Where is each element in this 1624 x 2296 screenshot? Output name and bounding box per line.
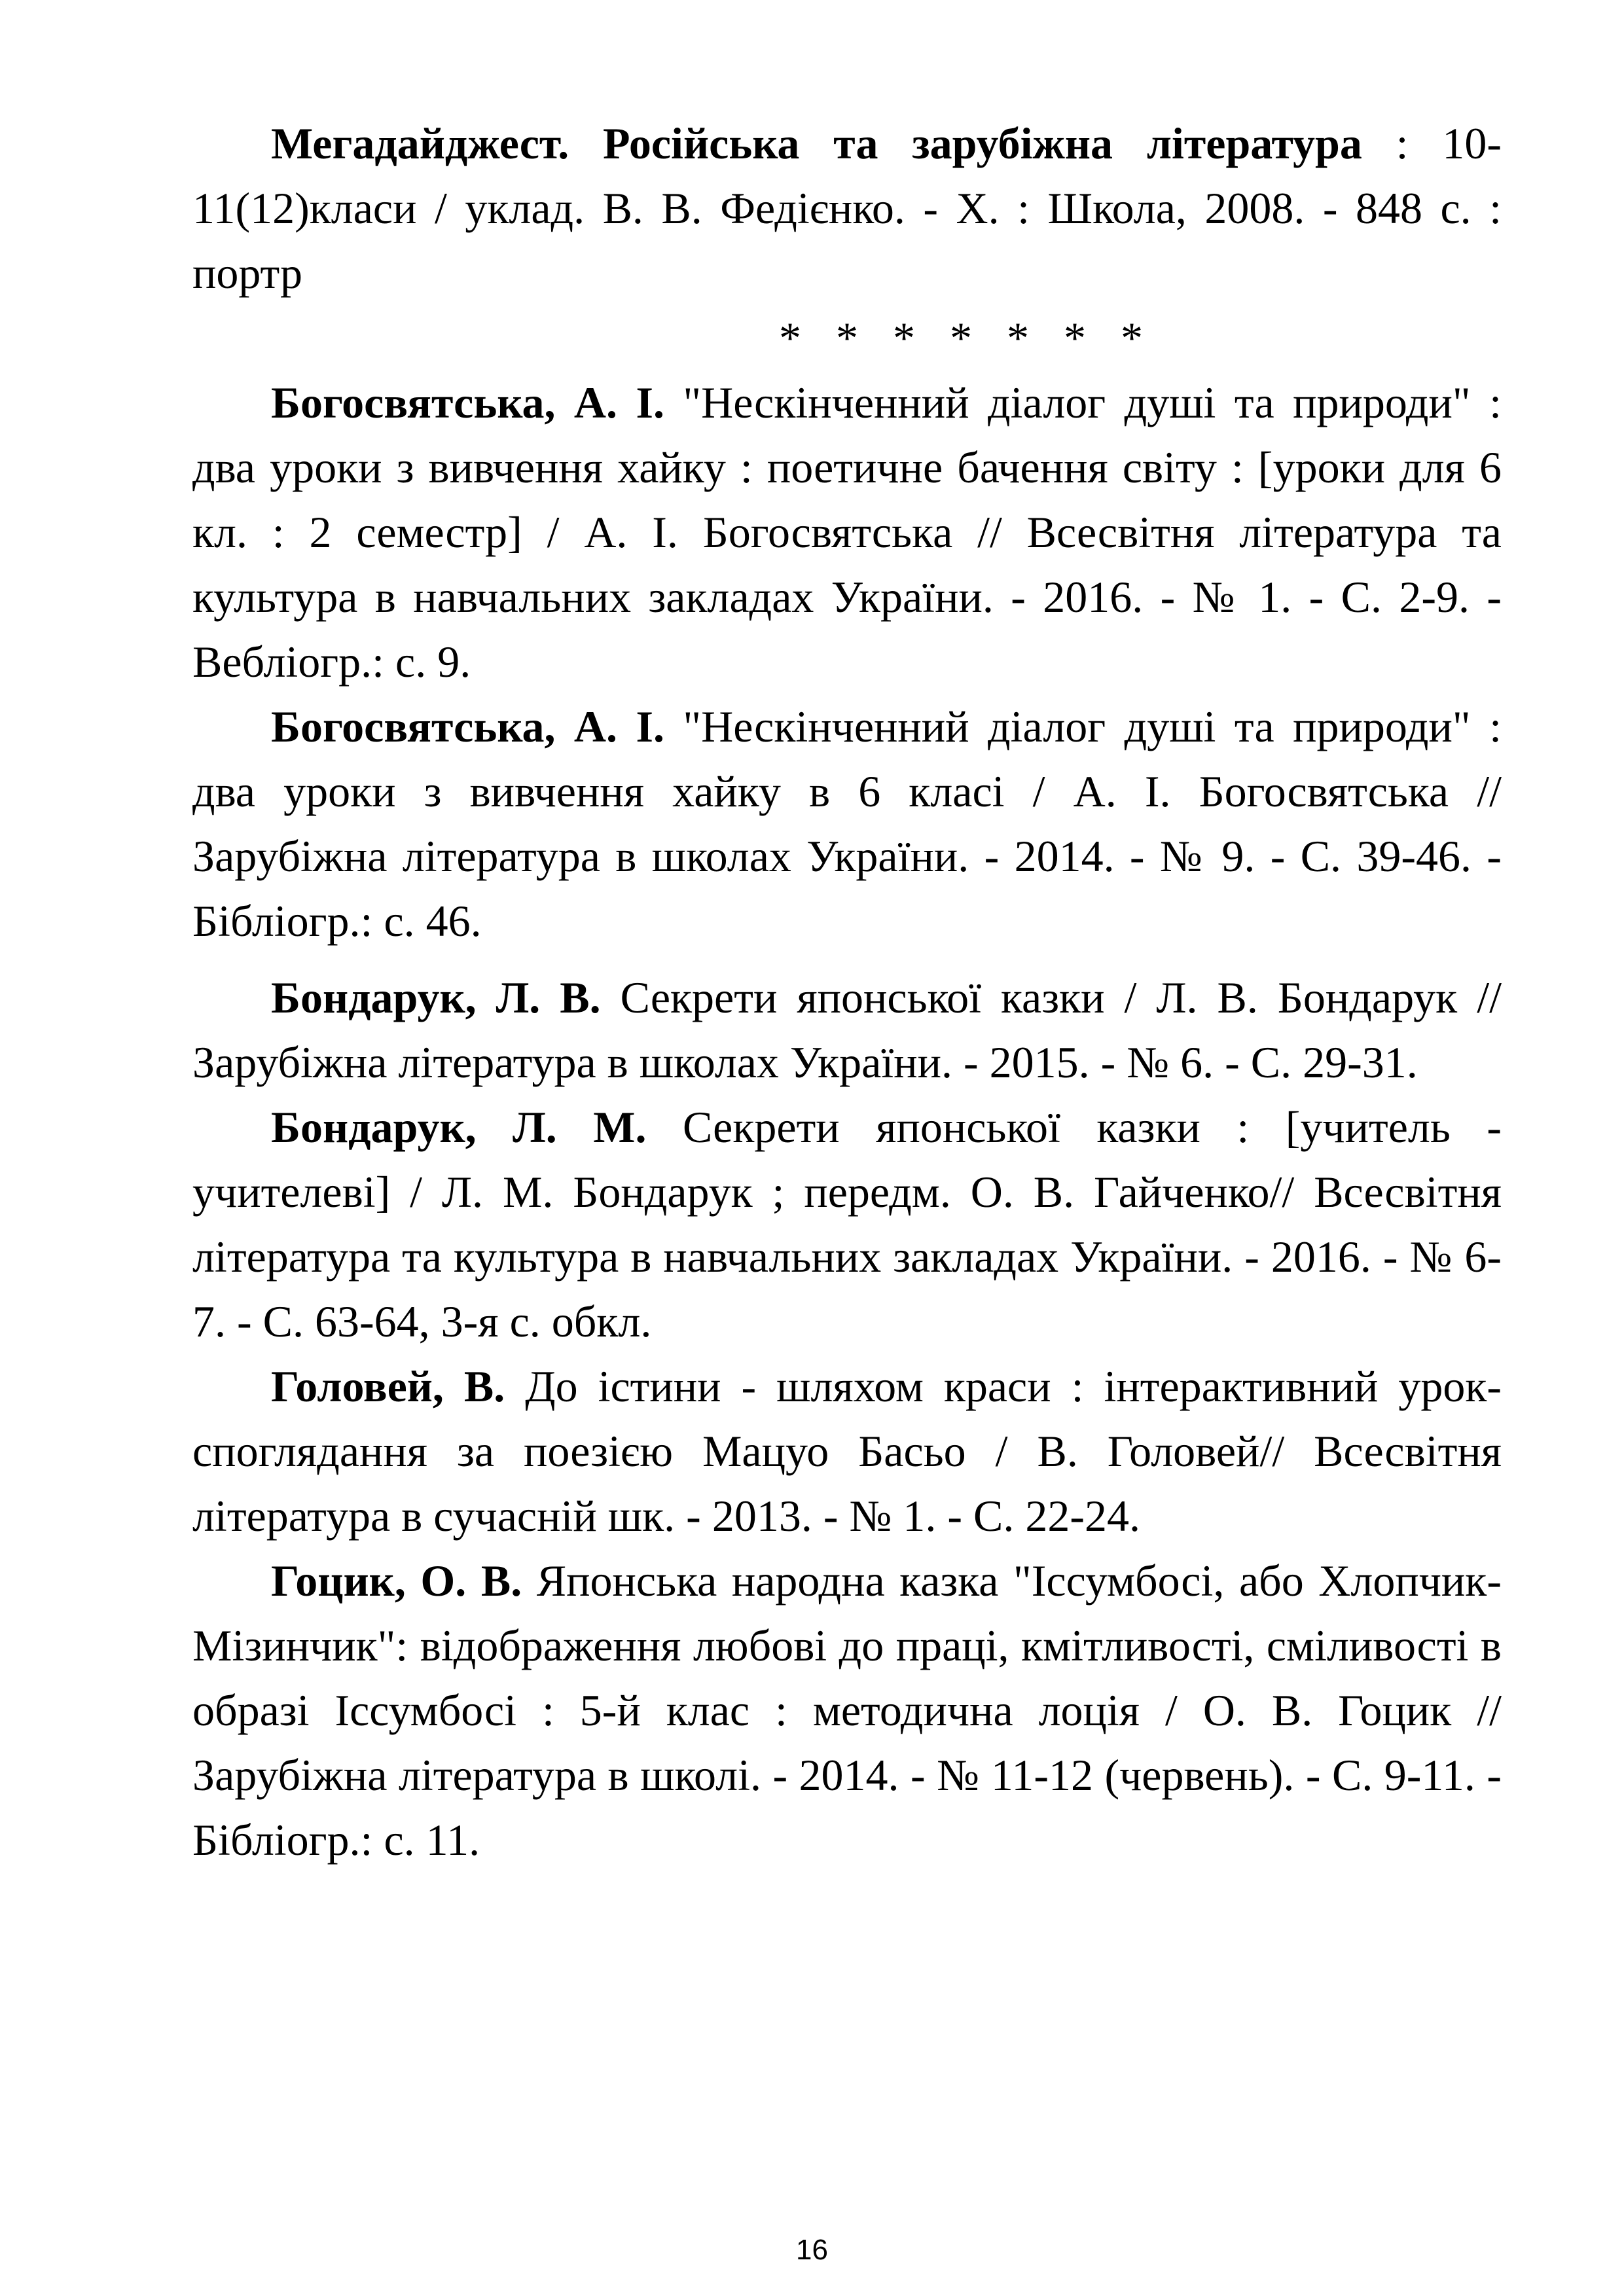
bibliography-entry bbox=[192, 1549, 1502, 1873]
bibliography-entry bbox=[192, 694, 1502, 954]
entry-description: "Нескінченний діалог душі та природи" : два уроки з вивчення хайку : поетичне бачення світу : [уроки для 6 кл. : 2 семестр] / А. І. Богосвятська // Всесвітня література та культура в навчальних закладах України. - 2016. - № 1. - С. 2-9. - Вебліогр.: с. 9. bbox=[192, 378, 1502, 687]
entry-description: До істини - шляхом краси : інтерактивний урок-споглядання за поезією Мацуо Басьо / В. Головей// Всесвітня література в сучасній шк. - 2013. - № 1. - С. 22-24. bbox=[192, 1361, 1502, 1541]
bibliography-entry bbox=[192, 370, 1502, 694]
entry-author: Богосвятська, А. І. bbox=[271, 702, 664, 751]
section-separator: * * * * * * * bbox=[779, 313, 1155, 363]
entry-author: Богосвятська, А. І. bbox=[271, 378, 664, 427]
entry-author: Бондарук, Л. М. bbox=[271, 1102, 647, 1152]
bibliography-entry bbox=[192, 965, 1502, 1095]
entry-author: Головей, В. bbox=[271, 1361, 505, 1411]
bibliography-entry bbox=[192, 1095, 1502, 1354]
entry-description: : 10-11(12)класи / уклад. В. В. Федієнко. - Х. : Школа, 2008. - 848 с. : портр bbox=[192, 118, 1502, 298]
bibliography-list bbox=[192, 111, 1502, 1873]
bibliography-entry bbox=[192, 1354, 1502, 1549]
entry-title: Мегадайджест. Російська та зарубіжна література bbox=[271, 118, 1362, 168]
entry-description: "Нескінченний діалог душі та природи" : два уроки з вивчення хайку в 6 класі / А. І. Богосвятська // Зарубіжна література в школах України. - 2014. - № 9. - С. 39-46. - Бібліогр.: с. 46. bbox=[192, 702, 1502, 946]
bibliography-entry bbox=[192, 111, 1502, 306]
entry-author: Гоцик, О. В. bbox=[271, 1556, 522, 1605]
entry-description: Японська народна казка "Іссумбосі, або Хлопчик-Мізинчик": відображення любові до праці, кмітливості, сміливості в образі Іссумбосі : 5-й клас : методична лоція / О. В. Гоцик // Зарубіжна література в школі. - 2014. - № 11-12 (червень). - С. 9-11. - Бібліогр.: с. 11. bbox=[192, 1556, 1502, 1865]
entry-description: Секрети японської казки : [учитель - учителеві] / Л. М. Бондарук ; передм. О. В. Гайченко// Всесвітня література та культура в навчальних закладах України. - 2016. - № 6-7. - С. 63-64, 3-я с. обкл. bbox=[192, 1102, 1502, 1346]
entry-description: Секрети японської казки / Л. В. Бондарук // Зарубіжна література в школах України. - 2015. - № 6. - С. 29-31. bbox=[192, 973, 1502, 1087]
entry-author: Бондарук, Л. В. bbox=[271, 973, 601, 1022]
page-number: 16 bbox=[796, 2234, 828, 2266]
